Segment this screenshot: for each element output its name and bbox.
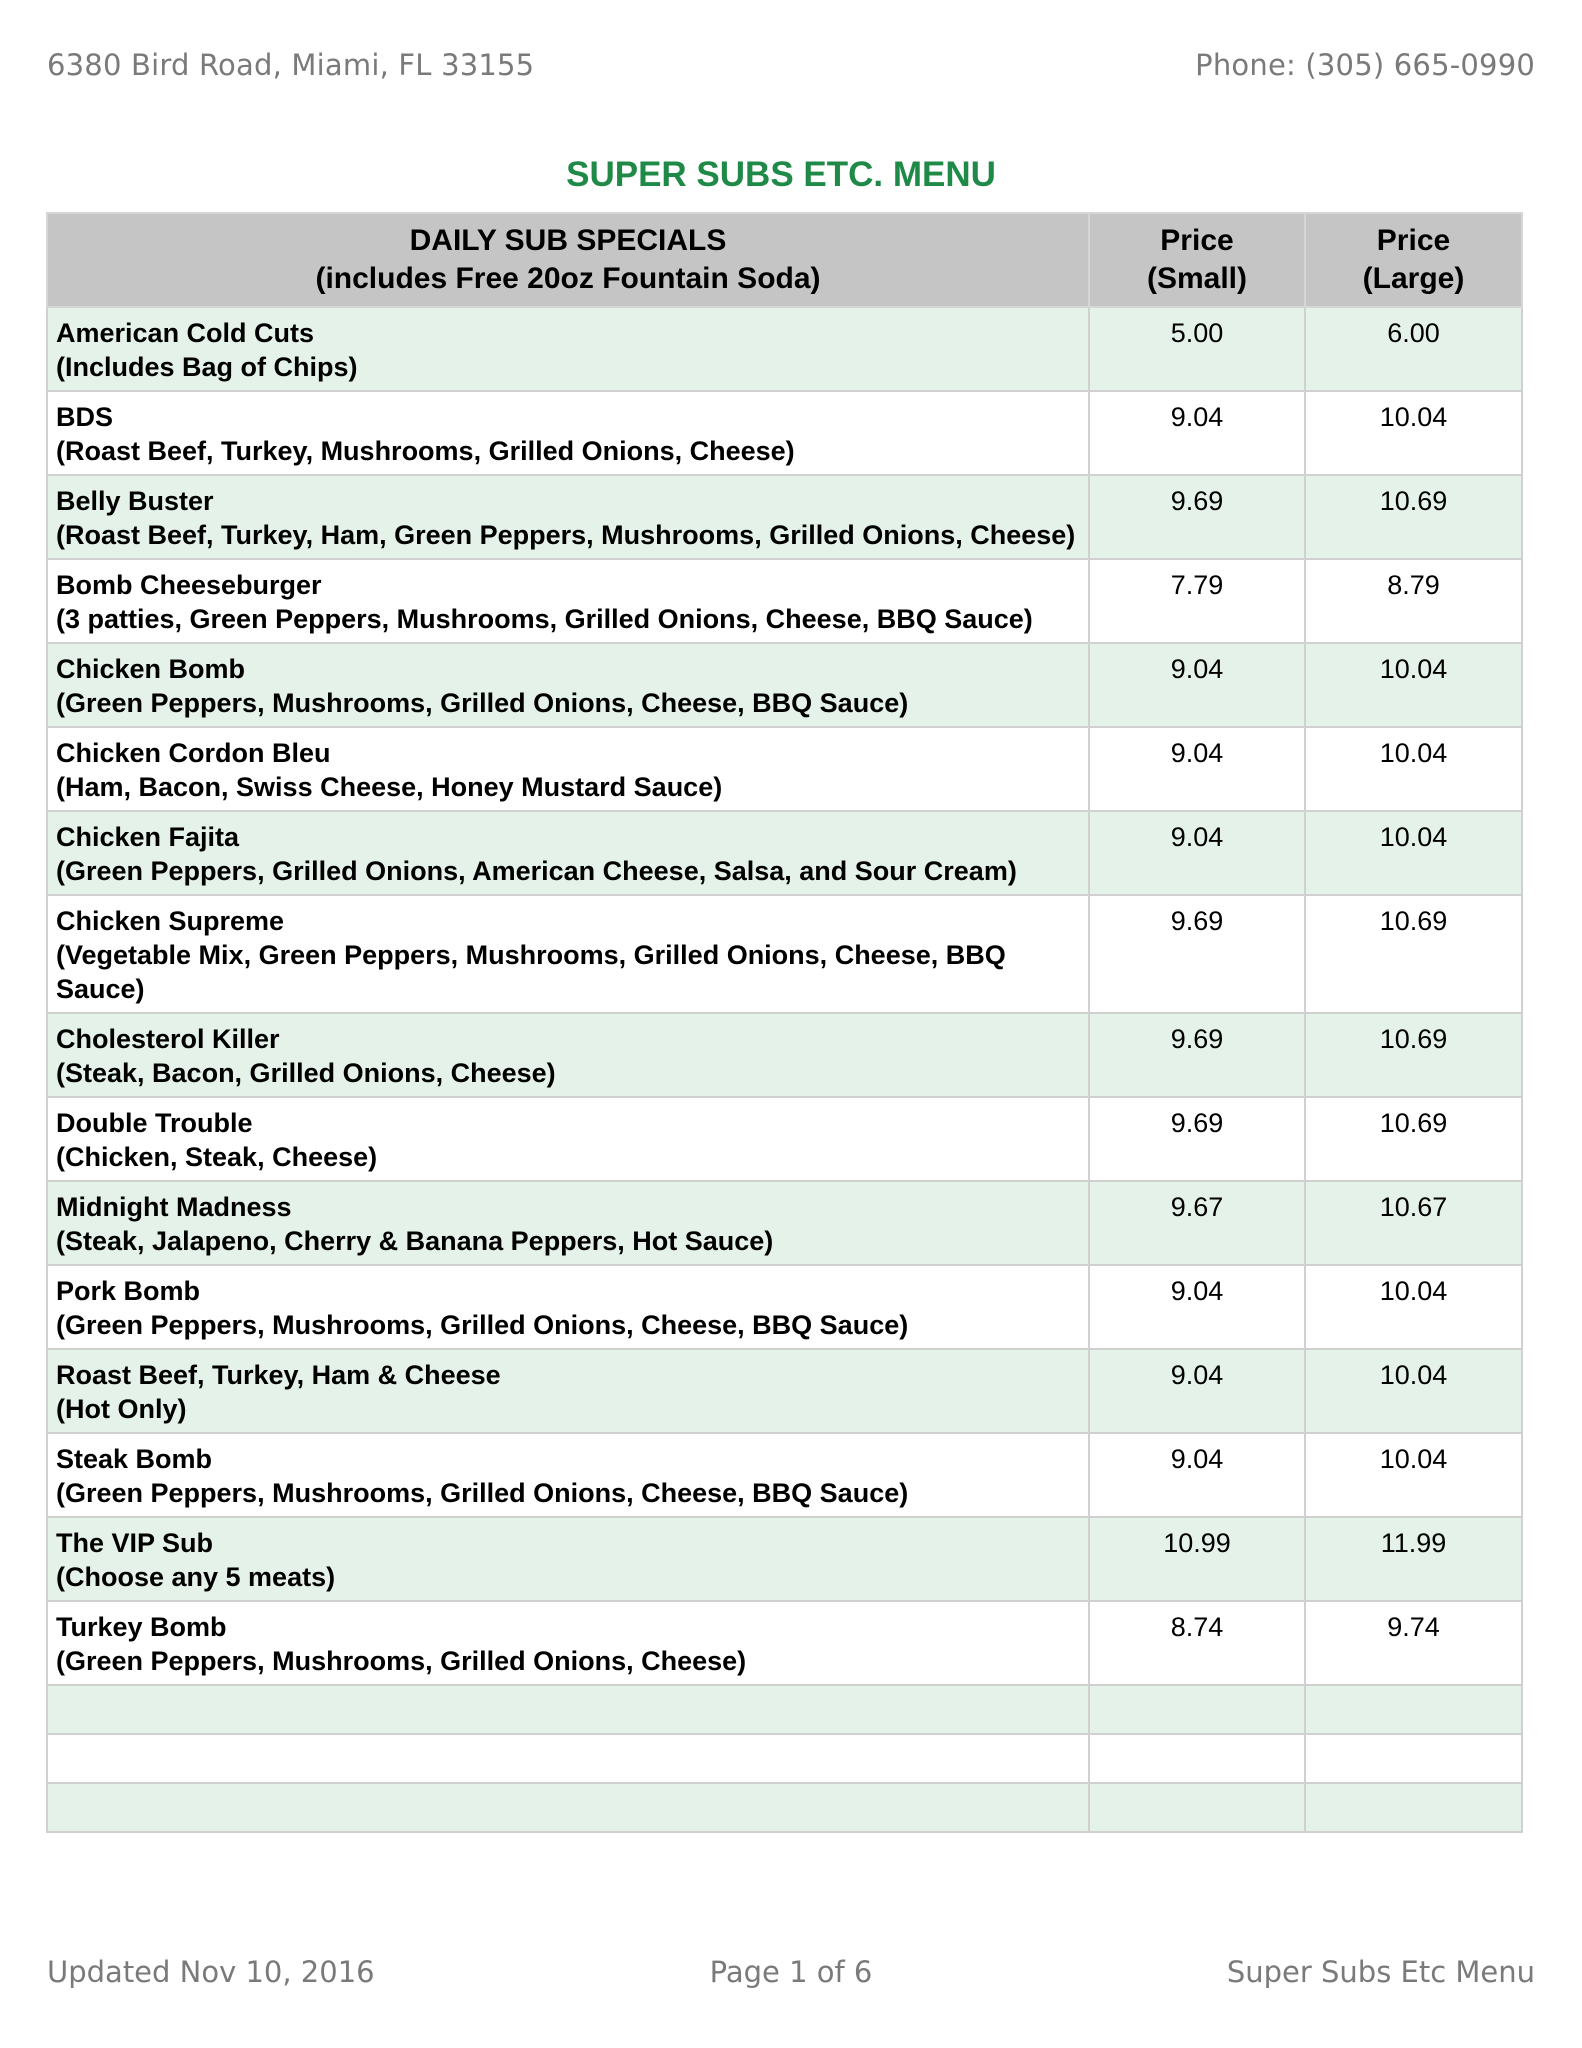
table-row	[47, 391, 1522, 475]
item-cell	[47, 391, 1089, 475]
price-large: 10.69	[1305, 1013, 1522, 1097]
item-cell	[47, 727, 1089, 811]
column-header-line2: (Large)	[1362, 262, 1465, 295]
price-small: 8.74	[1089, 1601, 1305, 1685]
price-small: 9.04	[1089, 727, 1305, 811]
table-row	[47, 811, 1522, 895]
table-row	[47, 1349, 1522, 1433]
updated-date: Updated Nov 10, 2016	[47, 1955, 375, 1989]
page-number: Page 1 of 6	[709, 1955, 873, 1989]
price-small: 9.04	[1089, 811, 1305, 895]
item-description: (Vegetable Mix, Green Peppers, Mushrooms, Grilled Onions, Cheese, BBQ Sauce)	[56, 940, 1006, 1004]
address-text: 6380 Bird Road, Miami, FL 33155	[47, 48, 535, 82]
price-small: 9.67	[1089, 1181, 1305, 1265]
empty-cell	[47, 1734, 1089, 1783]
document-name: Super Subs Etc Menu	[1226, 1955, 1535, 1989]
price-large: 10.69	[1305, 475, 1522, 559]
item-name: Cholesterol Killer	[56, 1024, 280, 1054]
empty-cell	[1089, 1685, 1305, 1734]
empty-cell	[1305, 1783, 1522, 1832]
item-description: (3 patties, Green Peppers, Mushrooms, Grilled Onions, Cheese, BBQ Sauce)	[56, 604, 1033, 634]
item-cell	[47, 307, 1089, 391]
price-large: 10.04	[1305, 391, 1522, 475]
item-description: (Steak, Bacon, Grilled Onions, Cheese)	[56, 1058, 556, 1088]
item-description: (Ham, Bacon, Swiss Cheese, Honey Mustard Sauce)	[56, 772, 723, 802]
price-small: 9.04	[1089, 391, 1305, 475]
item-description: (Green Peppers, Mushrooms, Grilled Onions, Cheese, BBQ Sauce)	[56, 688, 909, 718]
item-name: BDS	[56, 402, 114, 432]
item-cell	[47, 1181, 1089, 1265]
price-large: 10.69	[1305, 1097, 1522, 1181]
item-name: Pork Bomb	[56, 1276, 201, 1306]
empty-cell	[47, 1783, 1089, 1832]
item-cell	[47, 1265, 1089, 1349]
price-small: 9.69	[1089, 1013, 1305, 1097]
item-name: Turkey Bomb	[56, 1612, 227, 1642]
column-header-line2: (includes Free 20oz Fountain Soda)	[315, 262, 821, 295]
item-cell	[47, 1433, 1089, 1517]
item-description: (Chicken, Steak, Cheese)	[56, 1142, 378, 1172]
empty-cell	[1305, 1685, 1522, 1734]
price-large: 8.79	[1305, 559, 1522, 643]
price-small: 10.99	[1089, 1517, 1305, 1601]
item-description: (Roast Beef, Turkey, Ham, Green Peppers, Mushrooms, Grilled Onions, Cheese)	[56, 520, 1076, 550]
price-large: 11.99	[1305, 1517, 1522, 1601]
table-row	[47, 475, 1522, 559]
item-cell	[47, 895, 1089, 1013]
column-header-item	[47, 213, 1089, 307]
phone-text: Phone: (305) 665-0990	[1195, 48, 1535, 82]
menu-title: SUPER SUBS ETC. MENU	[566, 155, 996, 194]
price-small: 9.69	[1089, 1097, 1305, 1181]
table-row	[47, 643, 1522, 727]
item-cell	[47, 1097, 1089, 1181]
item-name: Chicken Supreme	[56, 906, 285, 936]
item-name: Chicken Fajita	[56, 822, 240, 852]
table-row	[47, 559, 1522, 643]
price-large: 10.04	[1305, 643, 1522, 727]
empty-cell	[1089, 1783, 1305, 1832]
table-row	[47, 1013, 1522, 1097]
price-small: 9.04	[1089, 1433, 1305, 1517]
table-row	[47, 1433, 1522, 1517]
price-small: 9.69	[1089, 895, 1305, 1013]
item-cell	[47, 643, 1089, 727]
column-header-line1: Price	[1376, 224, 1451, 257]
price-small: 9.04	[1089, 643, 1305, 727]
table-header-row	[47, 213, 1522, 307]
item-name: Double Trouble	[56, 1108, 253, 1138]
item-name: Bomb Cheeseburger	[56, 570, 322, 600]
price-large: 6.00	[1305, 307, 1522, 391]
menu-table	[46, 212, 1523, 1833]
empty-row	[47, 1685, 1522, 1734]
price-large: 10.04	[1305, 1433, 1522, 1517]
price-small: 5.00	[1089, 307, 1305, 391]
empty-cell	[1305, 1734, 1522, 1783]
item-description: (Green Peppers, Mushrooms, Grilled Onions, Cheese)	[56, 1646, 747, 1676]
item-name: Chicken Bomb	[56, 654, 246, 684]
column-header-line1: Price	[1160, 224, 1234, 257]
column-header-line1: DAILY SUB SPECIALS	[409, 224, 727, 257]
item-description: (Roast Beef, Turkey, Mushrooms, Grilled Onions, Cheese)	[56, 436, 795, 466]
price-small: 7.79	[1089, 559, 1305, 643]
item-description: (Green Peppers, Mushrooms, Grilled Onions, Cheese, BBQ Sauce)	[56, 1478, 909, 1508]
table-row	[47, 895, 1522, 1013]
price-large: 10.04	[1305, 811, 1522, 895]
empty-cell	[1089, 1734, 1305, 1783]
empty-cell	[47, 1685, 1089, 1734]
page-header	[47, 48, 1535, 92]
table-row	[47, 1601, 1522, 1685]
price-small: 9.04	[1089, 1349, 1305, 1433]
column-header-small	[1089, 213, 1305, 307]
item-description: (Hot Only)	[56, 1394, 187, 1424]
page-footer	[47, 1955, 1535, 1999]
item-name: Roast Beef, Turkey, Ham & Cheese	[56, 1360, 501, 1390]
empty-row	[47, 1734, 1522, 1783]
item-cell	[47, 1349, 1089, 1433]
price-small: 9.04	[1089, 1265, 1305, 1349]
empty-row	[47, 1783, 1522, 1832]
column-header-line2: (Small)	[1146, 262, 1248, 295]
item-name: The VIP Sub	[56, 1528, 214, 1558]
item-cell	[47, 1013, 1089, 1097]
price-large: 10.04	[1305, 1349, 1522, 1433]
item-cell	[47, 1517, 1089, 1601]
item-name: Chicken Cordon Bleu	[56, 738, 331, 768]
item-description: (Choose any 5 meats)	[56, 1562, 336, 1592]
item-cell	[47, 559, 1089, 643]
price-small: 9.69	[1089, 475, 1305, 559]
column-header-large	[1305, 213, 1522, 307]
item-cell	[47, 475, 1089, 559]
price-large: 10.67	[1305, 1181, 1522, 1265]
item-name: Steak Bomb	[56, 1444, 213, 1474]
table-row	[47, 1181, 1522, 1265]
price-large: 10.04	[1305, 1265, 1522, 1349]
item-name: American Cold Cuts	[56, 318, 315, 348]
item-name: Belly Buster	[56, 486, 214, 516]
table-row	[47, 307, 1522, 391]
table-row	[47, 1265, 1522, 1349]
item-cell	[47, 1601, 1089, 1685]
item-description: (Green Peppers, Mushrooms, Grilled Onions, Cheese, BBQ Sauce)	[56, 1310, 909, 1340]
table-row	[47, 1517, 1522, 1601]
table-row	[47, 1097, 1522, 1181]
item-description: (Green Peppers, Grilled Onions, American Cheese, Salsa, and Sour Cream)	[56, 856, 1017, 886]
item-name: Midnight Madness	[56, 1192, 292, 1222]
item-description: (Includes Bag of Chips)	[56, 352, 358, 382]
item-description: (Steak, Jalapeno, Cherry & Banana Peppers, Hot Sauce)	[56, 1226, 774, 1256]
item-cell	[47, 811, 1089, 895]
price-large: 9.74	[1305, 1601, 1522, 1685]
price-large: 10.69	[1305, 895, 1522, 1013]
table-row	[47, 727, 1522, 811]
price-large: 10.04	[1305, 727, 1522, 811]
